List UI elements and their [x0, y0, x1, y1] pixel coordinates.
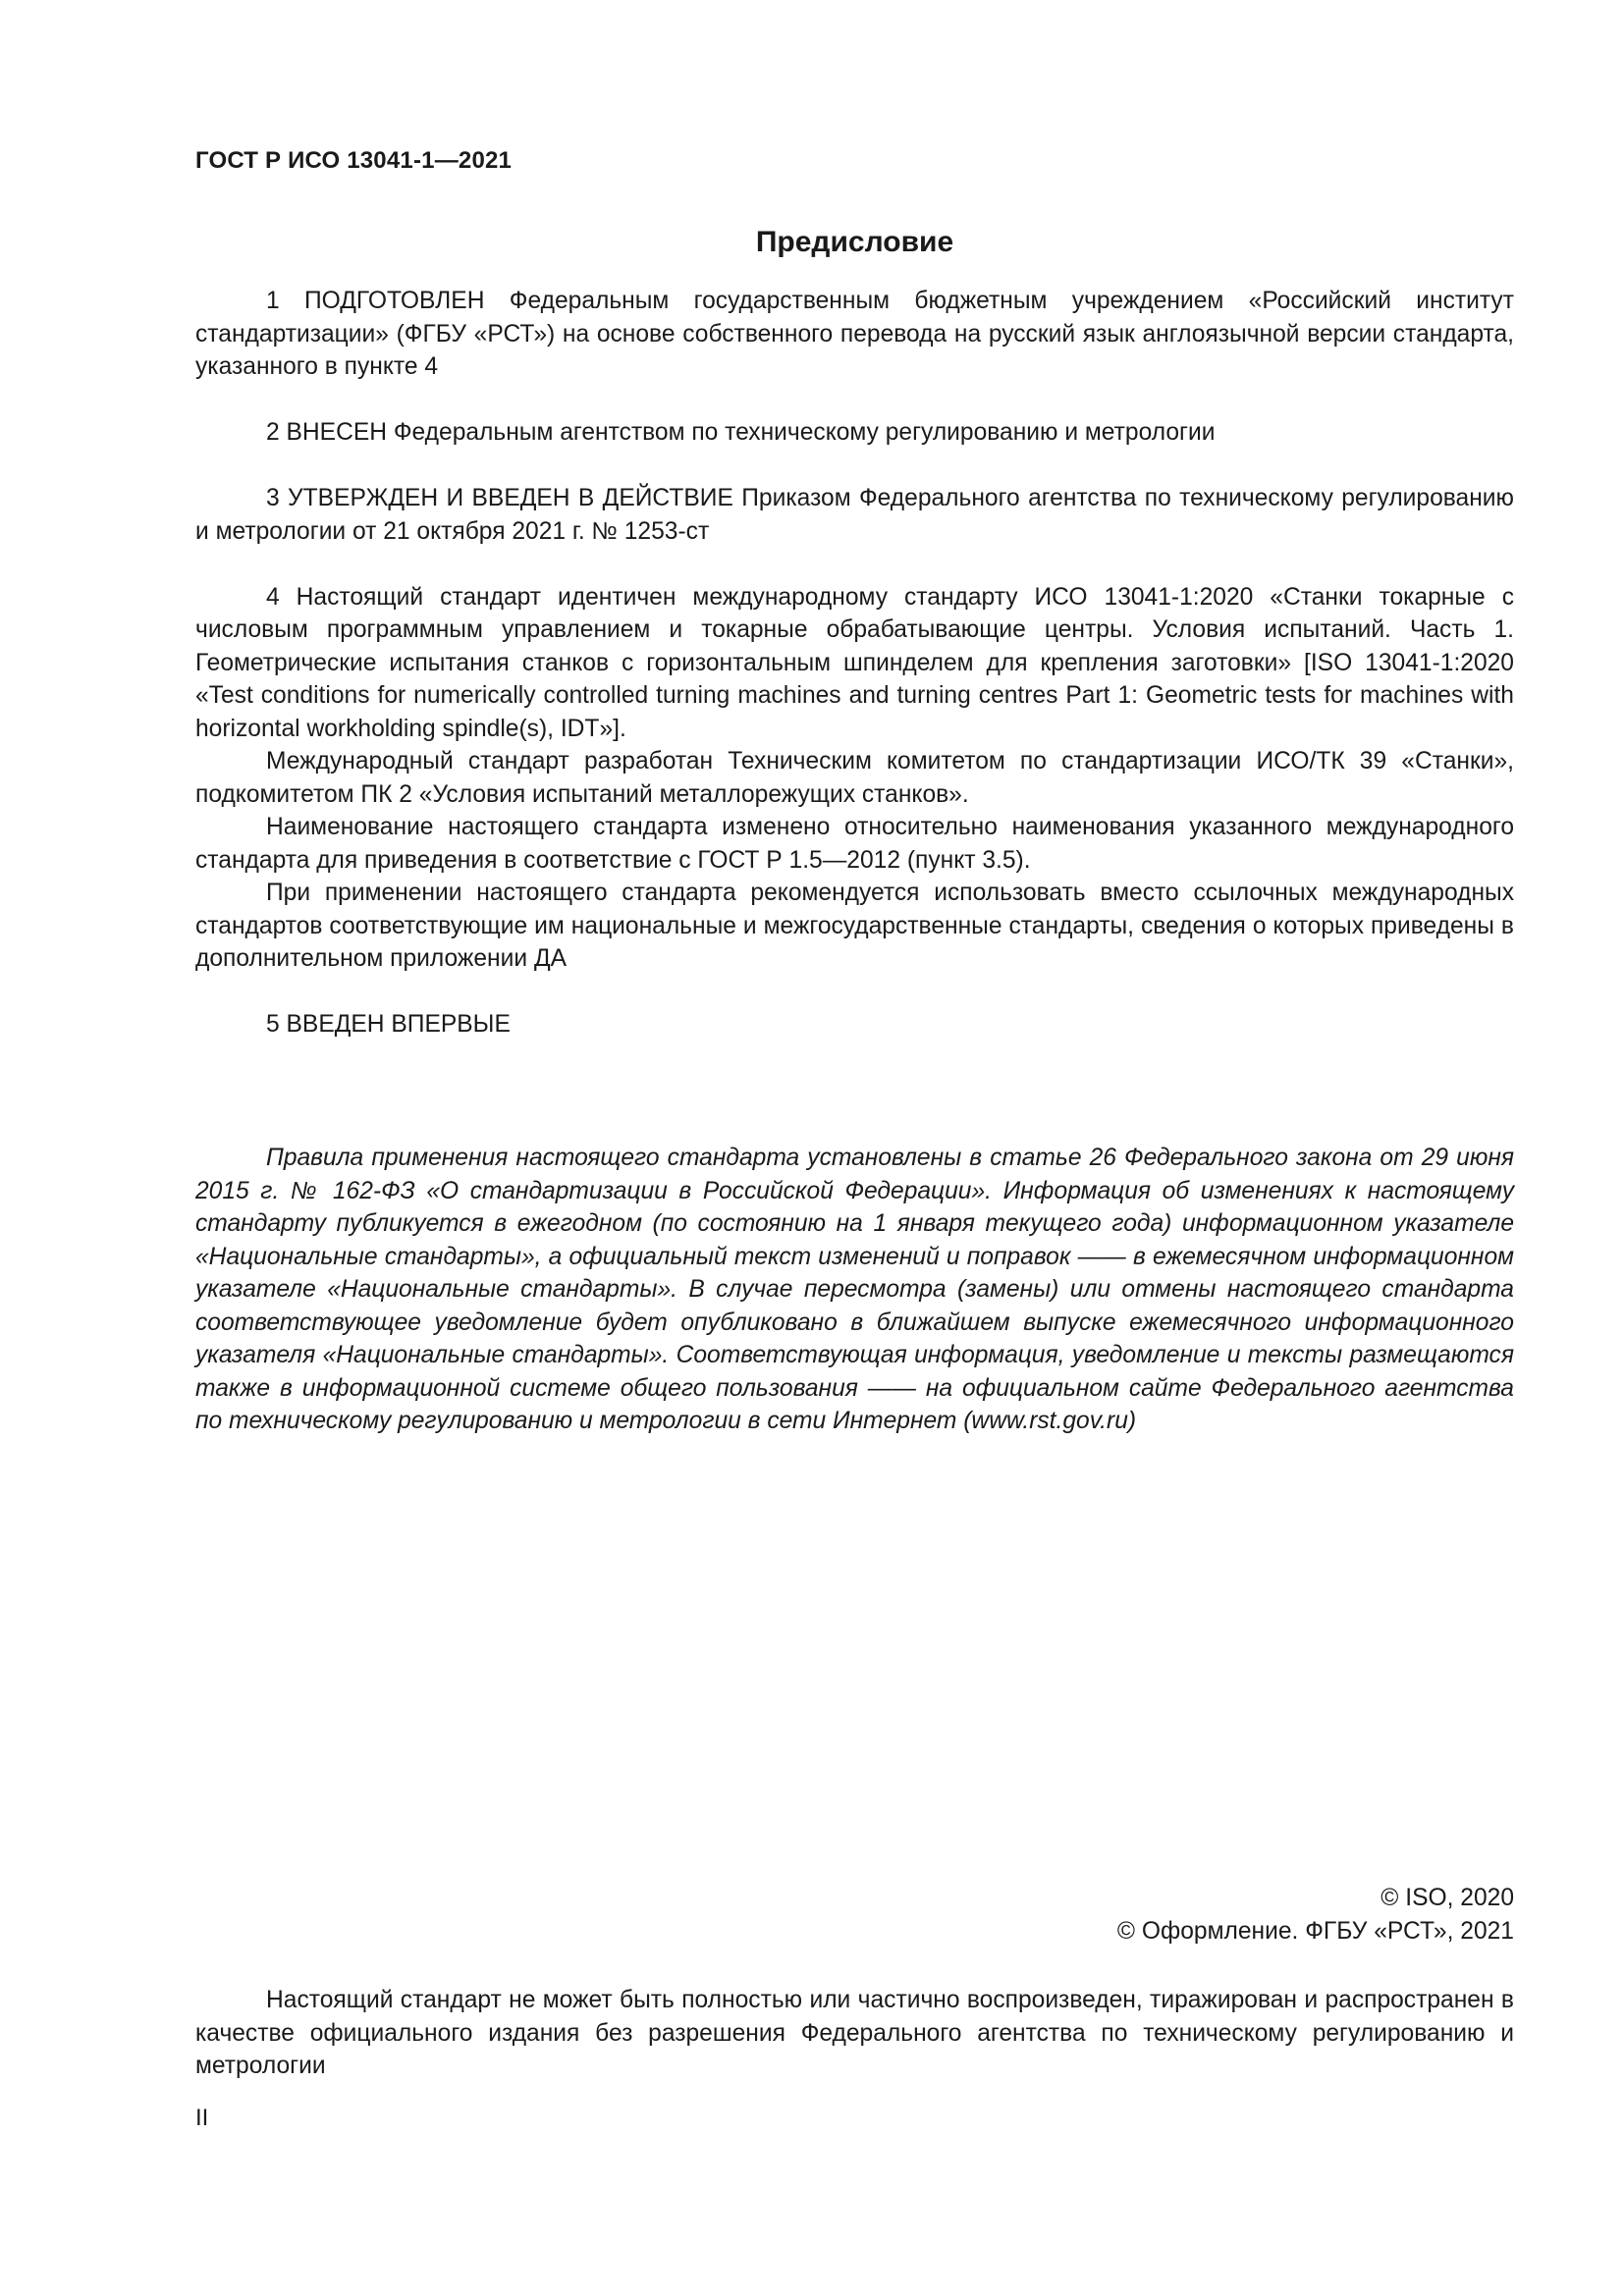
copyright-block	[1117, 1882, 1514, 1948]
section-4-paragraph-1: 4 Настоящий стандарт идентичен международному стандарту ИСО 13041-1:2020 «Станки токарные с числовым программным управлением и токарные обрабатывающие центры. Условия испытаний. Часть 1. Геометрические испытания станков с горизонтальным шпинделем для крепления заготовки» [ISO 13041-1:2020 «Test conditions for numerically controlled turning machines and turning centres Part 1: Geometric tests for machines with horizontal workholding spindle(s), IDT»].	[195, 583, 1514, 742]
section-4-paragraph-2: Международный стандарт разработан Техническим комитетом по стандартизации ИСО/ТК 39 «Станки», подкомитетом ПК 2 «Условия испытаний металлорежущих станков».	[195, 748, 1514, 808]
page-number: II	[195, 2105, 209, 2131]
reproduction-notice-text: Настоящий стандарт не может быть полностью или частично воспроизведен, тиражирован и распространен в качестве официального издания без разрешения Федерального агентства по техническому регулированию и метрологии	[195, 1987, 1514, 2079]
section-4-paragraph-4: При применении настоящего стандарта рекомендуется использовать вместо ссылочных международных стандартов соответствующие им национальные и межгосударственные стандарты, сведения о которых приведены в дополнительном приложении ДА	[195, 880, 1514, 972]
reproduction-notice	[195, 1984, 1514, 2083]
foreword-sections	[195, 285, 1514, 1041]
section-5: 5 ВВЕДЕН ВПЕРВЫЕ	[266, 1011, 511, 1038]
rules-notice	[195, 1142, 1514, 1438]
rules-notice-text: Правила применения настоящего стандарта установлены в статье 26 Федерального закона от 29 июня 2015 г. № 162-ФЗ «О стандартизации в Российской Федерации». Информация об изменениях к настоящему стандарту публикуется в ежегодном (по состоянию на 1 января текущего года) информационном указателе «Национальные стандарты», а официальный текст изменений и поправок —— в ежемесячном информационном указателе «Национальные стандарты». В случае пересмотра (замены) или отмены настоящего стандарта соответствующее уведомление будет опубликовано в ближайшем выпуске ежемесячного информационного указателя «Национальные стандарты». Соответствующая информация, уведомление и тексты размещаются также в информационной системе общего пользования —— на официальном сайте Федерального агентства по техническому регулированию и метрологии в сети Интернет (www.rst.gov.ru)	[195, 1145, 1514, 1434]
section-4-paragraph-3: Наименование настоящего стандарта изменено относительно наименования указанного международного стандарта для приведения в соответствие с ГОСТ Р 1.5—2012 (пункт 3.5).	[195, 814, 1514, 874]
document-code-header: ГОСТ Р ИСО 13041-1—2021	[195, 147, 513, 174]
page-title: Предисловие	[755, 226, 954, 258]
section-1: 1 ПОДГОТОВЛЕН Федеральным государственным бюджетным учреждением «Российский институт стандартизации» (ФГБУ «РСТ») на основе собственного перевода на русский язык англоязычной версии стандарта, указанного в пункте 4	[195, 288, 1514, 380]
section-3: 3 УТВЕРЖДЕН И ВВЕДЕН В ДЕЙСТВИЕ Приказом Федерального агентства по техническому регулированию и метрологии от 21 октября 2021 г. № 1253-ст	[195, 485, 1514, 545]
section-2: 2 ВНЕСЕН Федеральным агентством по техническому регулированию и метрологии	[266, 419, 1216, 446]
copyright-design: © Оформление. ФГБУ «РСТ», 2021	[1116, 1917, 1514, 1945]
copyright-iso: © ISO, 2020	[1380, 1885, 1514, 1911]
